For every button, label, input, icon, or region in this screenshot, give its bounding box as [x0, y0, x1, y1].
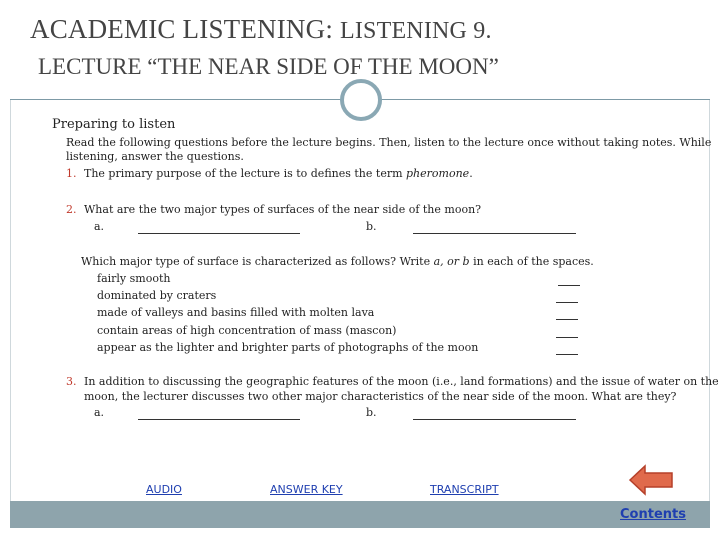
- question-2-followup-b: in each of the spaces.: [469, 255, 594, 268]
- surface-item-blank[interactable]: [558, 285, 580, 286]
- answer-key-link[interactable]: ANSWER KEY: [270, 483, 343, 496]
- transcript-link[interactable]: TRANSCRIPT: [430, 483, 499, 496]
- question-2-followup: [81, 255, 594, 268]
- intro-line-1: Read the following questions before the lecture begins. Then, listen to the lecture once without taking notes. While: [66, 136, 712, 149]
- audio-link[interactable]: AUDIO: [146, 483, 182, 496]
- question-3-answer-a-blank[interactable]: [138, 419, 300, 420]
- frame-right-border: [709, 100, 710, 501]
- question-1-number: 1.: [66, 167, 77, 180]
- question-1-term: pheromone: [406, 167, 470, 180]
- footer-bar: [10, 501, 710, 528]
- surface-item: fairly smooth: [97, 272, 171, 285]
- question-3-line-1: In addition to discussing the geographic features of the moon (i.e., land formations) and the issue of water on the: [84, 375, 719, 388]
- contents-link[interactable]: Contents: [620, 507, 686, 522]
- frame-left-border: [10, 100, 11, 501]
- question-1-text-a: The primary purpose of the lecture is to defines the term: [84, 167, 407, 180]
- slide-title-smallcaps: LISTENING 9.: [339, 18, 492, 44]
- intro-line-2: listening, answer the questions.: [66, 150, 244, 163]
- section-heading: Preparing to listen: [52, 117, 176, 132]
- question-2-text: What are the two major types of surfaces of the near side of the moon?: [84, 203, 482, 216]
- surface-item-blank[interactable]: [556, 354, 578, 355]
- question-1-text-b: .: [469, 167, 473, 180]
- question-3-answer-b-blank[interactable]: [413, 419, 576, 420]
- surface-item: dominated by craters: [97, 289, 217, 302]
- surface-item: made of valleys and basins filled with molten lava: [97, 306, 375, 319]
- question-2-number: 2.: [66, 203, 77, 216]
- question-1-text: [84, 167, 473, 180]
- question-2-option-b: b.: [366, 220, 377, 233]
- question-3-option-b: b.: [366, 406, 377, 419]
- question-2-answer-a-blank[interactable]: [138, 233, 300, 234]
- left-arrow-icon[interactable]: [628, 464, 674, 496]
- question-3-number: 3.: [66, 375, 77, 388]
- slide-title-main: ACADEMIC LISTENING:: [30, 14, 340, 44]
- question-2-followup-a: Which major type of surface is characterized as follows? Write: [81, 255, 434, 268]
- surface-item-blank[interactable]: [556, 337, 578, 338]
- surface-item-blank[interactable]: [556, 302, 578, 303]
- surface-item: appear as the lighter and brighter parts of photographs of the moon: [97, 341, 479, 354]
- question-3-line-2: moon, the lecturer discusses two other major characteristics of the near side of the moon. What are they?: [84, 390, 677, 403]
- slide-title: [30, 14, 492, 45]
- slide-subtitle: LECTURE “THE NEAR SIDE OF THE MOON”: [38, 54, 499, 79]
- question-2-option-a: a.: [94, 220, 105, 233]
- question-2-followup-em: a, or b: [433, 255, 470, 268]
- question-3-option-a: a.: [94, 406, 105, 419]
- surface-item: contain areas of high concentration of mass (mascon): [97, 324, 397, 337]
- question-2-answer-b-blank[interactable]: [413, 233, 576, 234]
- surface-item-blank[interactable]: [556, 319, 578, 320]
- divider-circle-ornament: [340, 79, 382, 121]
